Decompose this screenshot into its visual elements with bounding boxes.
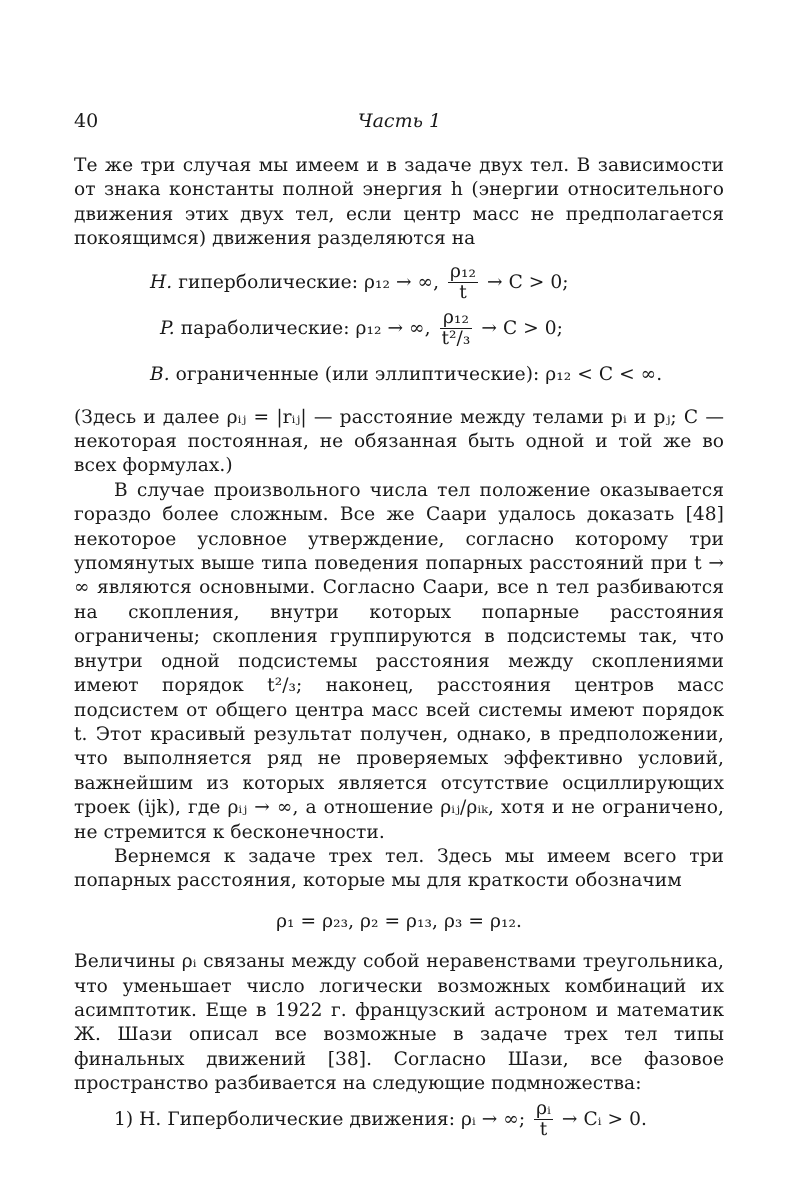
fraction: $\frac{\text{ρᵢ}}{t}$ [536, 1097, 551, 1141]
case-hyperbolic: H. гиперболические: ρ₁₂ → ∞, $\frac{\text{ρ₁₂}}{t}$ → C > 0; [150, 260, 569, 304]
page-body [74, 154, 724, 1141]
case-bounded: B. ограниченные (или эллиптические): ρ₁₂ < C < ∞. [150, 363, 663, 385]
paragraph-1: Те же три случая мы имеем и в задаче двух тел. В зависимости от знака константы полной энергия h (энергии относительного движения этих двух тел, если центр масс не предполагается покоящимся) движения разделяются на [74, 155, 724, 250]
list-item-1: 1) H. Гиперболические движения: ρᵢ → ∞; $\frac{\text{ρᵢ}}{t}$ → Cᵢ > 0. [114, 1097, 647, 1141]
fraction: $\frac{\text{ρ₁₂}}{\text{t²/₃}}$ [441, 306, 471, 350]
paragraph-4: Вернемся к задаче трех тел. Здесь мы имеем всего три попарных расстояния, которые мы для краткости обозначим [74, 845, 724, 892]
paragraph-5: Величины ρᵢ связаны между собой неравенствами треугольника, что уменьшает число логически возможных комбинаций их асимптотик. Еще в 1922 г. французский астроном и математик Ж. Шази описал все возможные в задаче трех тел типы финальных движений [38]. Согласно Шази, все фазовое пространство разбивается на следующие подмножества: [74, 951, 724, 1095]
running-title: Часть 1 [357, 110, 442, 132]
case-parabolic: P. параболические: ρ₁₂ → ∞, $\frac{\text{ρ₁₂}}{\text{t²/₃}}$ → C > 0; [160, 306, 563, 350]
page-number: 40 [74, 110, 99, 132]
formula-rho: ρ₁ = ρ₂₃, ρ₂ = ρ₁₃, ρ₃ = ρ₁₂. [276, 910, 522, 932]
paragraph-3: В случае произвольного числа тел положение оказывается гораздо более сложным. Все же Саари удалось доказать [48] некоторое условное утверждение, согласно которому три упомянутых выше типа поведения попарных расстояний при t → ∞ являются основными. Согласно Саари, все n тел разбиваются на скопления, внутри которых попарные расстояния ограничены; скопления группируются в подсистемы так, что внутри одной подсистемы расстояния между скоплениями имеют порядок t²/₃; наконец, расстояния центров масс подсистем от общего центра масс всей системы имеют порядок t. Этот красивый результат получен, однако, в предположении, что выполняется ряд не проверяемых эффективно условий, важнейшим из которых является отсутствие осциллирующих троек (ijk), где ρᵢⱼ → ∞, а отношение ρᵢⱼ/ρᵢₖ, хотя и не ограничено, не стремится к бесконечности. [74, 479, 724, 843]
fraction: $\frac{\text{ρ₁₂}}{t}$ [450, 260, 477, 304]
page-header [74, 110, 725, 140]
paragraph-2: (Здесь и далее ρᵢⱼ = |rᵢⱼ| — расстояние между телами pᵢ и pⱼ; C — некоторая постоянная, не обязанная быть одной и той же во всех формулах.) [74, 406, 724, 477]
motion-cases [150, 260, 724, 398]
